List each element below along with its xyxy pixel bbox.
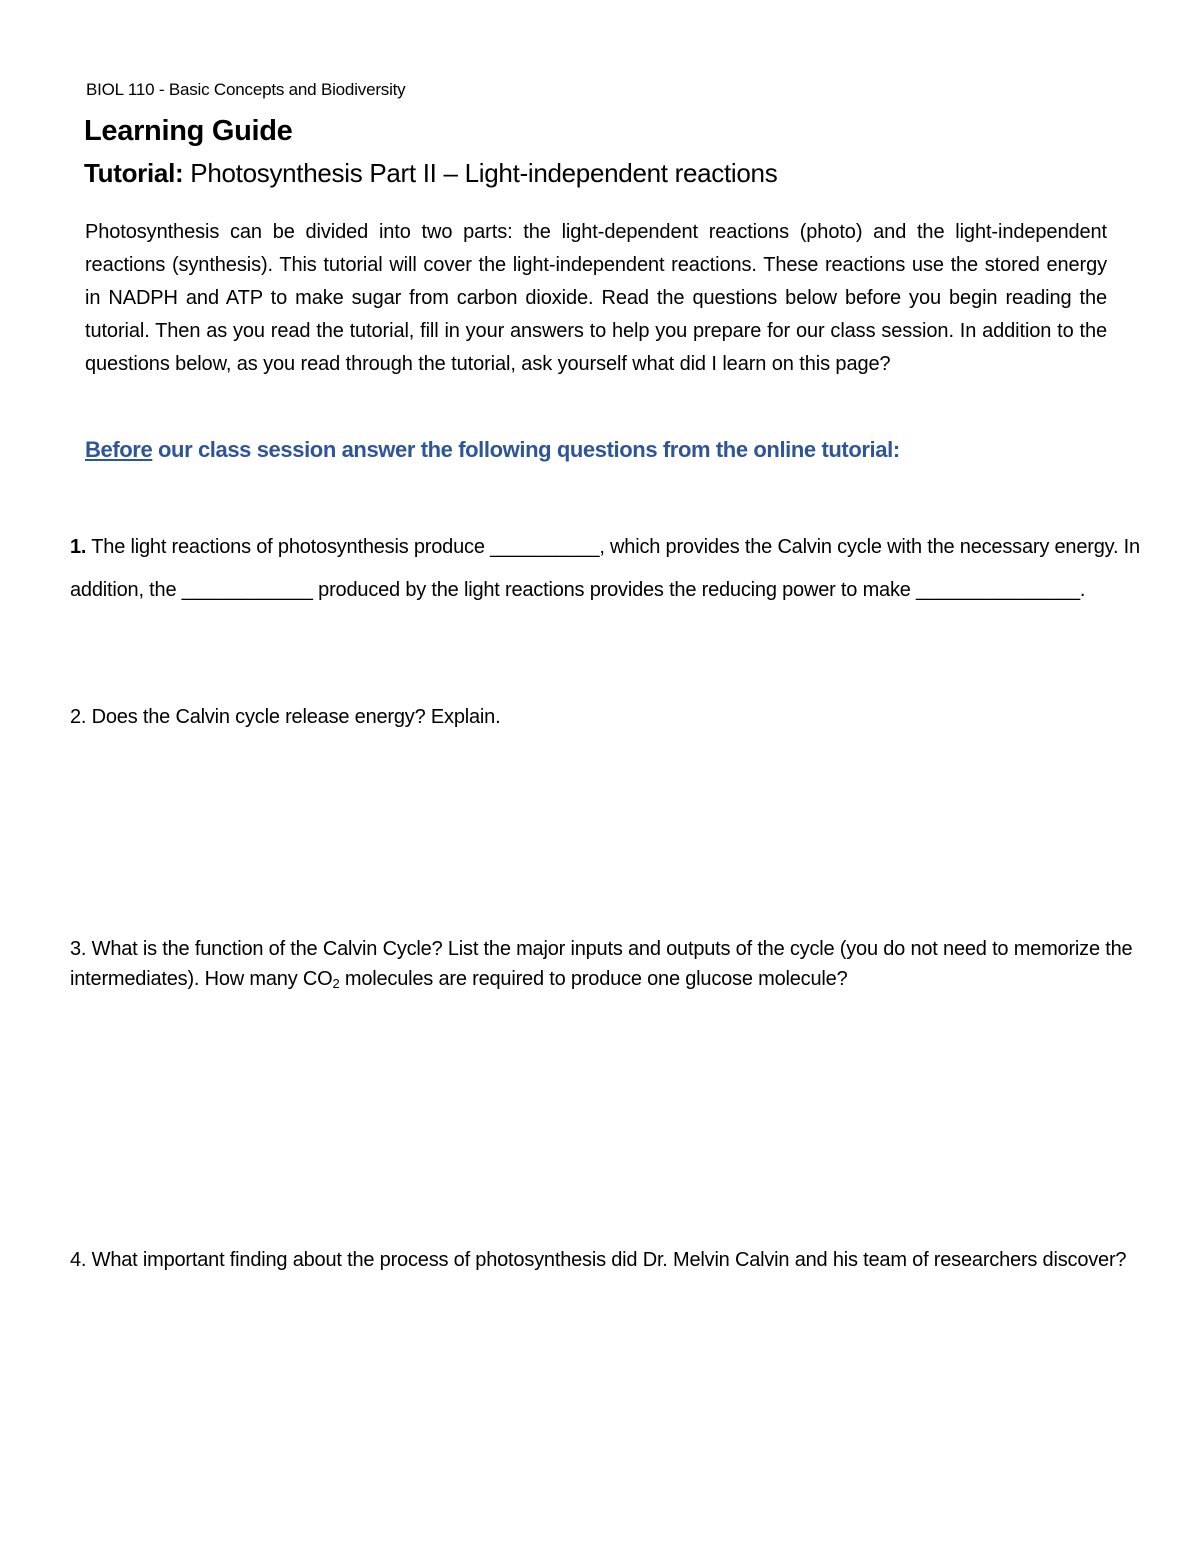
question-text-after: molecules are required to produce one glucose molecule? — [339, 968, 848, 990]
tutorial-label: Tutorial: — [84, 158, 184, 188]
page-title: Learning Guide — [84, 115, 293, 147]
question-text-before: What is the function of the Calvin Cycle? List the major inputs and outputs of the cycle (you do not need to memorize the intermediates). How many CO — [70, 938, 1133, 990]
tutorial-name: Photosynthesis Part II – Light-independent reactions — [190, 158, 778, 188]
question-1 — [70, 526, 1140, 612]
question-number: 2. — [70, 706, 87, 728]
instruction-underlined: Before — [85, 437, 153, 462]
question-number: 1. — [70, 536, 87, 558]
question-4 — [70, 1245, 1140, 1276]
question-text: The light reactions of photosynthesis produce __________, which provides the Calvin cycle with the necessary energy. In addition, the ____________ produced by the light reactions provides the reducing power to make _______________. — [70, 536, 1140, 601]
tutorial-title — [84, 158, 777, 189]
instruction-rest: our class session answer the following questions from the online tutorial: — [152, 437, 900, 462]
question-text: Does the Calvin cycle release energy? Explain. — [91, 706, 501, 728]
instruction-heading — [85, 437, 900, 463]
course-header: BIOL 110 - Basic Concepts and Biodiversity — [86, 80, 406, 99]
question-text: What important finding about the process of photosynthesis did Dr. Melvin Calvin and his team of researchers discover? — [91, 1249, 1127, 1271]
question-number: 4. — [70, 1249, 87, 1271]
question-2 — [70, 702, 1140, 732]
question-number: 3. — [70, 938, 87, 960]
intro-paragraph: Photosynthesis can be divided into two parts: the light-dependent reactions (photo) and the light-independent reactions (synthesis). This tutorial will cover the light-independent reactions. These reactions use the stored energy in NADPH and ATP to make sugar from carbon dioxide. Read the questions below before you begin reading the tutorial. Then as you read the tutorial, fill in your answers to help you prepare for our class session. In addition to the questions below, as you read through the tutorial, ask yourself what did I learn on this page? — [85, 221, 1107, 375]
question-3 — [70, 934, 1140, 999]
co2-subscript: 2 — [332, 976, 340, 991]
